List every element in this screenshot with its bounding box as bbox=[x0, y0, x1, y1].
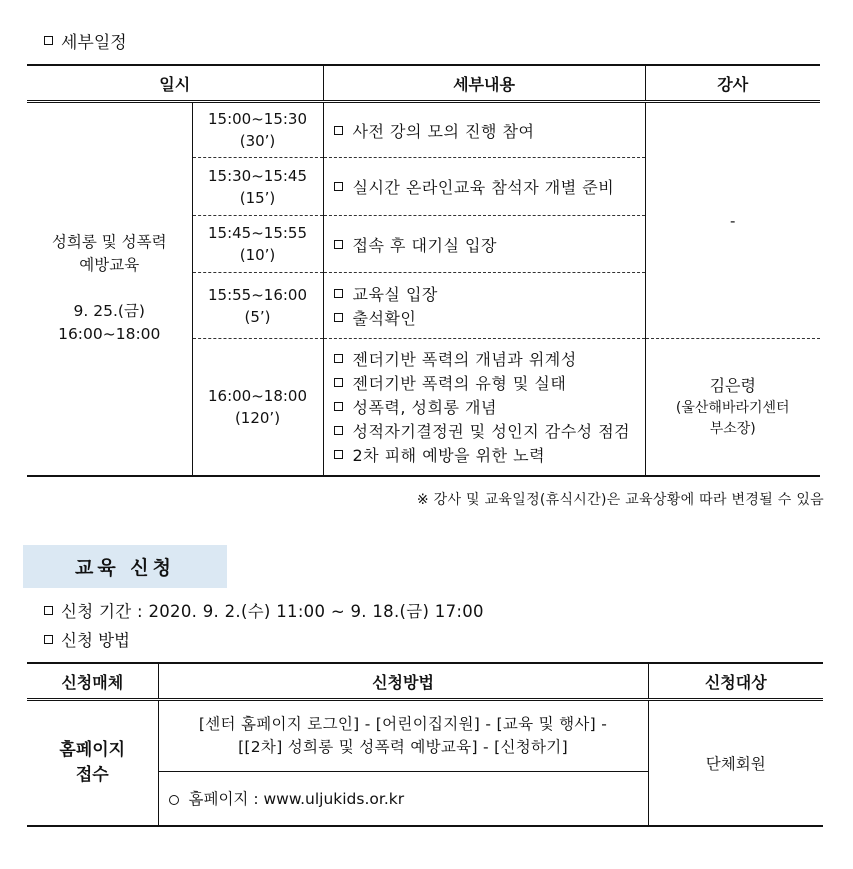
instructor-cell-top bbox=[645, 102, 820, 339]
list-item: 성폭력, 성희롱 개념 bbox=[334, 395, 645, 419]
apply-period bbox=[44, 598, 484, 622]
square-bullet-icon bbox=[334, 289, 343, 298]
homepage-link[interactable]: 홈페이지 : www.uljukids.or.kr bbox=[188, 790, 405, 809]
homepage-cell bbox=[158, 772, 648, 826]
square-bullet-icon bbox=[334, 354, 343, 363]
square-bullet-icon bbox=[334, 450, 343, 459]
section-title-banner bbox=[23, 545, 227, 588]
method-line1: [센터 홈페이지 로그인] - [어린이집지원] - [교육 및 행사] - bbox=[198, 715, 608, 733]
application-table bbox=[27, 662, 823, 827]
header-instructor: 강사 bbox=[645, 65, 820, 102]
duration: (30’) bbox=[239, 132, 276, 150]
header-media: 신청매체 bbox=[27, 663, 158, 700]
instructor-name: 김은령 bbox=[709, 375, 756, 395]
square-bullet-icon bbox=[334, 240, 343, 249]
target-text: 단체회원 bbox=[705, 754, 766, 773]
list-item: 2차 피해 예방을 위한 노력 bbox=[334, 443, 645, 467]
content-cell bbox=[323, 273, 645, 339]
square-bullet-icon bbox=[44, 635, 53, 644]
duration: (120’) bbox=[234, 408, 281, 427]
duration: (15’) bbox=[239, 188, 276, 207]
time-cell bbox=[192, 273, 323, 339]
square-bullet-icon bbox=[334, 182, 343, 191]
duration: (5’) bbox=[244, 307, 271, 326]
method-cell bbox=[158, 700, 648, 772]
media-line2: 접수 bbox=[75, 764, 109, 785]
list-item: 접속 후 대기실 입장 bbox=[334, 232, 645, 256]
schedule-heading bbox=[44, 28, 127, 53]
header-datetime: 일시 bbox=[27, 65, 323, 102]
content-cell bbox=[323, 158, 645, 216]
list-item: 젠더기반 폭력의 개념과 위계성 bbox=[334, 347, 645, 371]
header-content: 세부내용 bbox=[323, 65, 645, 102]
instructor-cell bbox=[645, 339, 820, 476]
square-bullet-icon bbox=[44, 606, 53, 615]
square-bullet-icon bbox=[334, 126, 343, 135]
list-item: 사전 강의 모의 진행 참여 bbox=[334, 118, 645, 142]
time-cell bbox=[192, 216, 323, 273]
course-name-line1: 성희롱 및 성폭력 bbox=[51, 233, 167, 252]
square-bullet-icon bbox=[334, 313, 343, 322]
duration: (10’) bbox=[239, 246, 276, 264]
course-date: 9. 25.(금) bbox=[73, 302, 145, 321]
list-item: 성적자기결정권 및 성인지 감수성 점검 bbox=[334, 419, 645, 443]
square-bullet-icon bbox=[44, 36, 53, 45]
content-cell bbox=[323, 339, 645, 476]
schedule-table bbox=[27, 64, 820, 477]
time-cell bbox=[192, 102, 323, 158]
list-item: 실시간 온라인교육 참석자 개별 준비 bbox=[334, 175, 645, 199]
apply-method-heading bbox=[44, 627, 130, 651]
course-name-line2: 예방교육 bbox=[79, 256, 140, 275]
date-cell bbox=[27, 102, 192, 476]
time-cell bbox=[192, 339, 323, 476]
media-line1: 홈페이지 bbox=[59, 739, 126, 760]
target-cell bbox=[648, 700, 823, 826]
square-bullet-icon bbox=[334, 402, 343, 411]
time-cell bbox=[192, 158, 323, 216]
time-range: 15:30~15:45 bbox=[207, 166, 308, 185]
apply-period-text: 신청 기간 : 2020. 9. 2.(수) 11:00 ~ 9. 18.(금) 17:00 bbox=[61, 602, 484, 621]
method-line2: [[2차] 성희롱 및 성폭력 예방교육] - [신청하기] bbox=[238, 738, 568, 756]
section-title: 교육 신청 bbox=[74, 557, 176, 579]
instructor-title: 부소장) bbox=[709, 420, 756, 437]
square-bullet-icon bbox=[334, 378, 343, 387]
instructor-dash: - bbox=[730, 211, 736, 230]
apply-method-heading-text: 신청 방법 bbox=[61, 631, 131, 650]
schedule-note: ※ 강사 및 교육일정(휴식시간)은 교육상황에 따라 변경될 수 있음 bbox=[416, 492, 824, 508]
time-range: 16:00~18:00 bbox=[207, 386, 308, 405]
content-cell bbox=[323, 102, 645, 158]
content-cell bbox=[323, 216, 645, 273]
circle-bullet-icon bbox=[169, 795, 179, 805]
list-item: 젠더기반 폭력의 유형 및 실태 bbox=[334, 371, 645, 395]
course-time: 16:00~18:00 bbox=[58, 325, 161, 344]
time-range: 15:55~16:00 bbox=[207, 285, 308, 304]
instructor-org: (울산해바라기센터 bbox=[675, 399, 790, 416]
time-range: 15:00~15:30 bbox=[207, 110, 308, 128]
list-item: 출석확인 bbox=[334, 306, 645, 330]
time-range: 15:45~15:55 bbox=[207, 224, 308, 242]
schedule-heading-text: 세부일정 bbox=[61, 33, 127, 53]
list-item: 교육실 입장 bbox=[334, 282, 645, 306]
header-method: 신청방법 bbox=[158, 663, 648, 700]
square-bullet-icon bbox=[334, 426, 343, 435]
media-cell bbox=[27, 700, 158, 826]
header-target: 신청대상 bbox=[648, 663, 823, 700]
